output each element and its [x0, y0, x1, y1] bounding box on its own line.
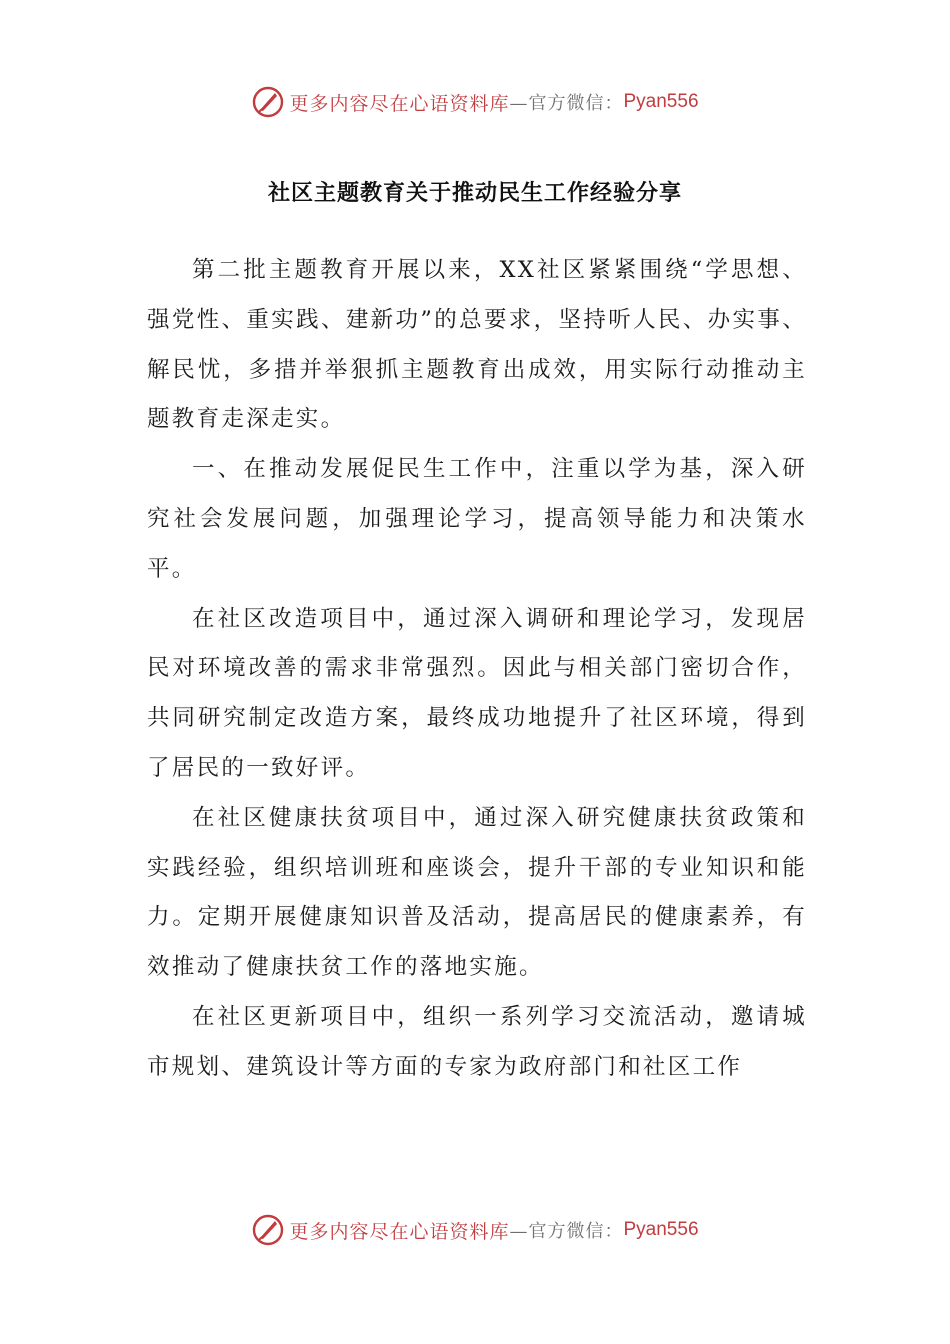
paragraph: 一、在推动发展促民生工作中，注重以学为基，深入研究社会发展问题，加强理论学习，提高领导能力和决策水平。 [147, 456, 807, 582]
document-title: 社区主题教育关于推动民生工作经验分享 [267, 181, 682, 206]
quill-logo-icon [251, 85, 285, 119]
header-watermark [0, 80, 950, 124]
quill-logo-icon [251, 1213, 285, 1247]
watermark-wechat-id: Pyan556 [623, 91, 699, 112]
paragraph: 在社区更新项目中，组织一系列学习交流活动，邀请城市规划、建筑设计等方面的专家为政府部门和社区工作 [147, 1003, 807, 1080]
footer-watermark [0, 1208, 950, 1252]
watermark-side-text: —官方微信： [509, 1221, 624, 1242]
watermark-main-text: 更多内容尽在心语资料库 [289, 92, 510, 115]
paragraph: 在社区健康扶贫项目中，通过深入研究健康扶贫政策和实践经验，组织培训班和座谈会，提升干部的专业知识和能力。定期开展健康知识普及活动，提高居民的健康素养，有效推动了健康扶贫工作的落地实施。 [147, 804, 807, 981]
watermark-main-text: 更多内容尽在心语资料库 [289, 1220, 510, 1243]
watermark-side-text: —官方微信： [509, 93, 624, 114]
paragraph: 第二批主题教育开展以来，XX社区紧紧围绕“学思想、强党性、重实践、建新功”的总要求，坚持听人民、办实事、解民忧，多措并举狠抓主题教育出成效，用实际行动推动主题教育走深走实。 [147, 257, 807, 433]
document-body [147, 246, 807, 1093]
paragraph: 在社区改造项目中，通过深入调研和理论学习，发现居民对环境改善的需求非常强烈。因此与相关部门密切合作，共同研究制定改造方案，最终成功地提升了社区环境，得到了居民的一致好评。 [147, 605, 807, 781]
watermark-wechat-id: Pyan556 [623, 1219, 699, 1240]
